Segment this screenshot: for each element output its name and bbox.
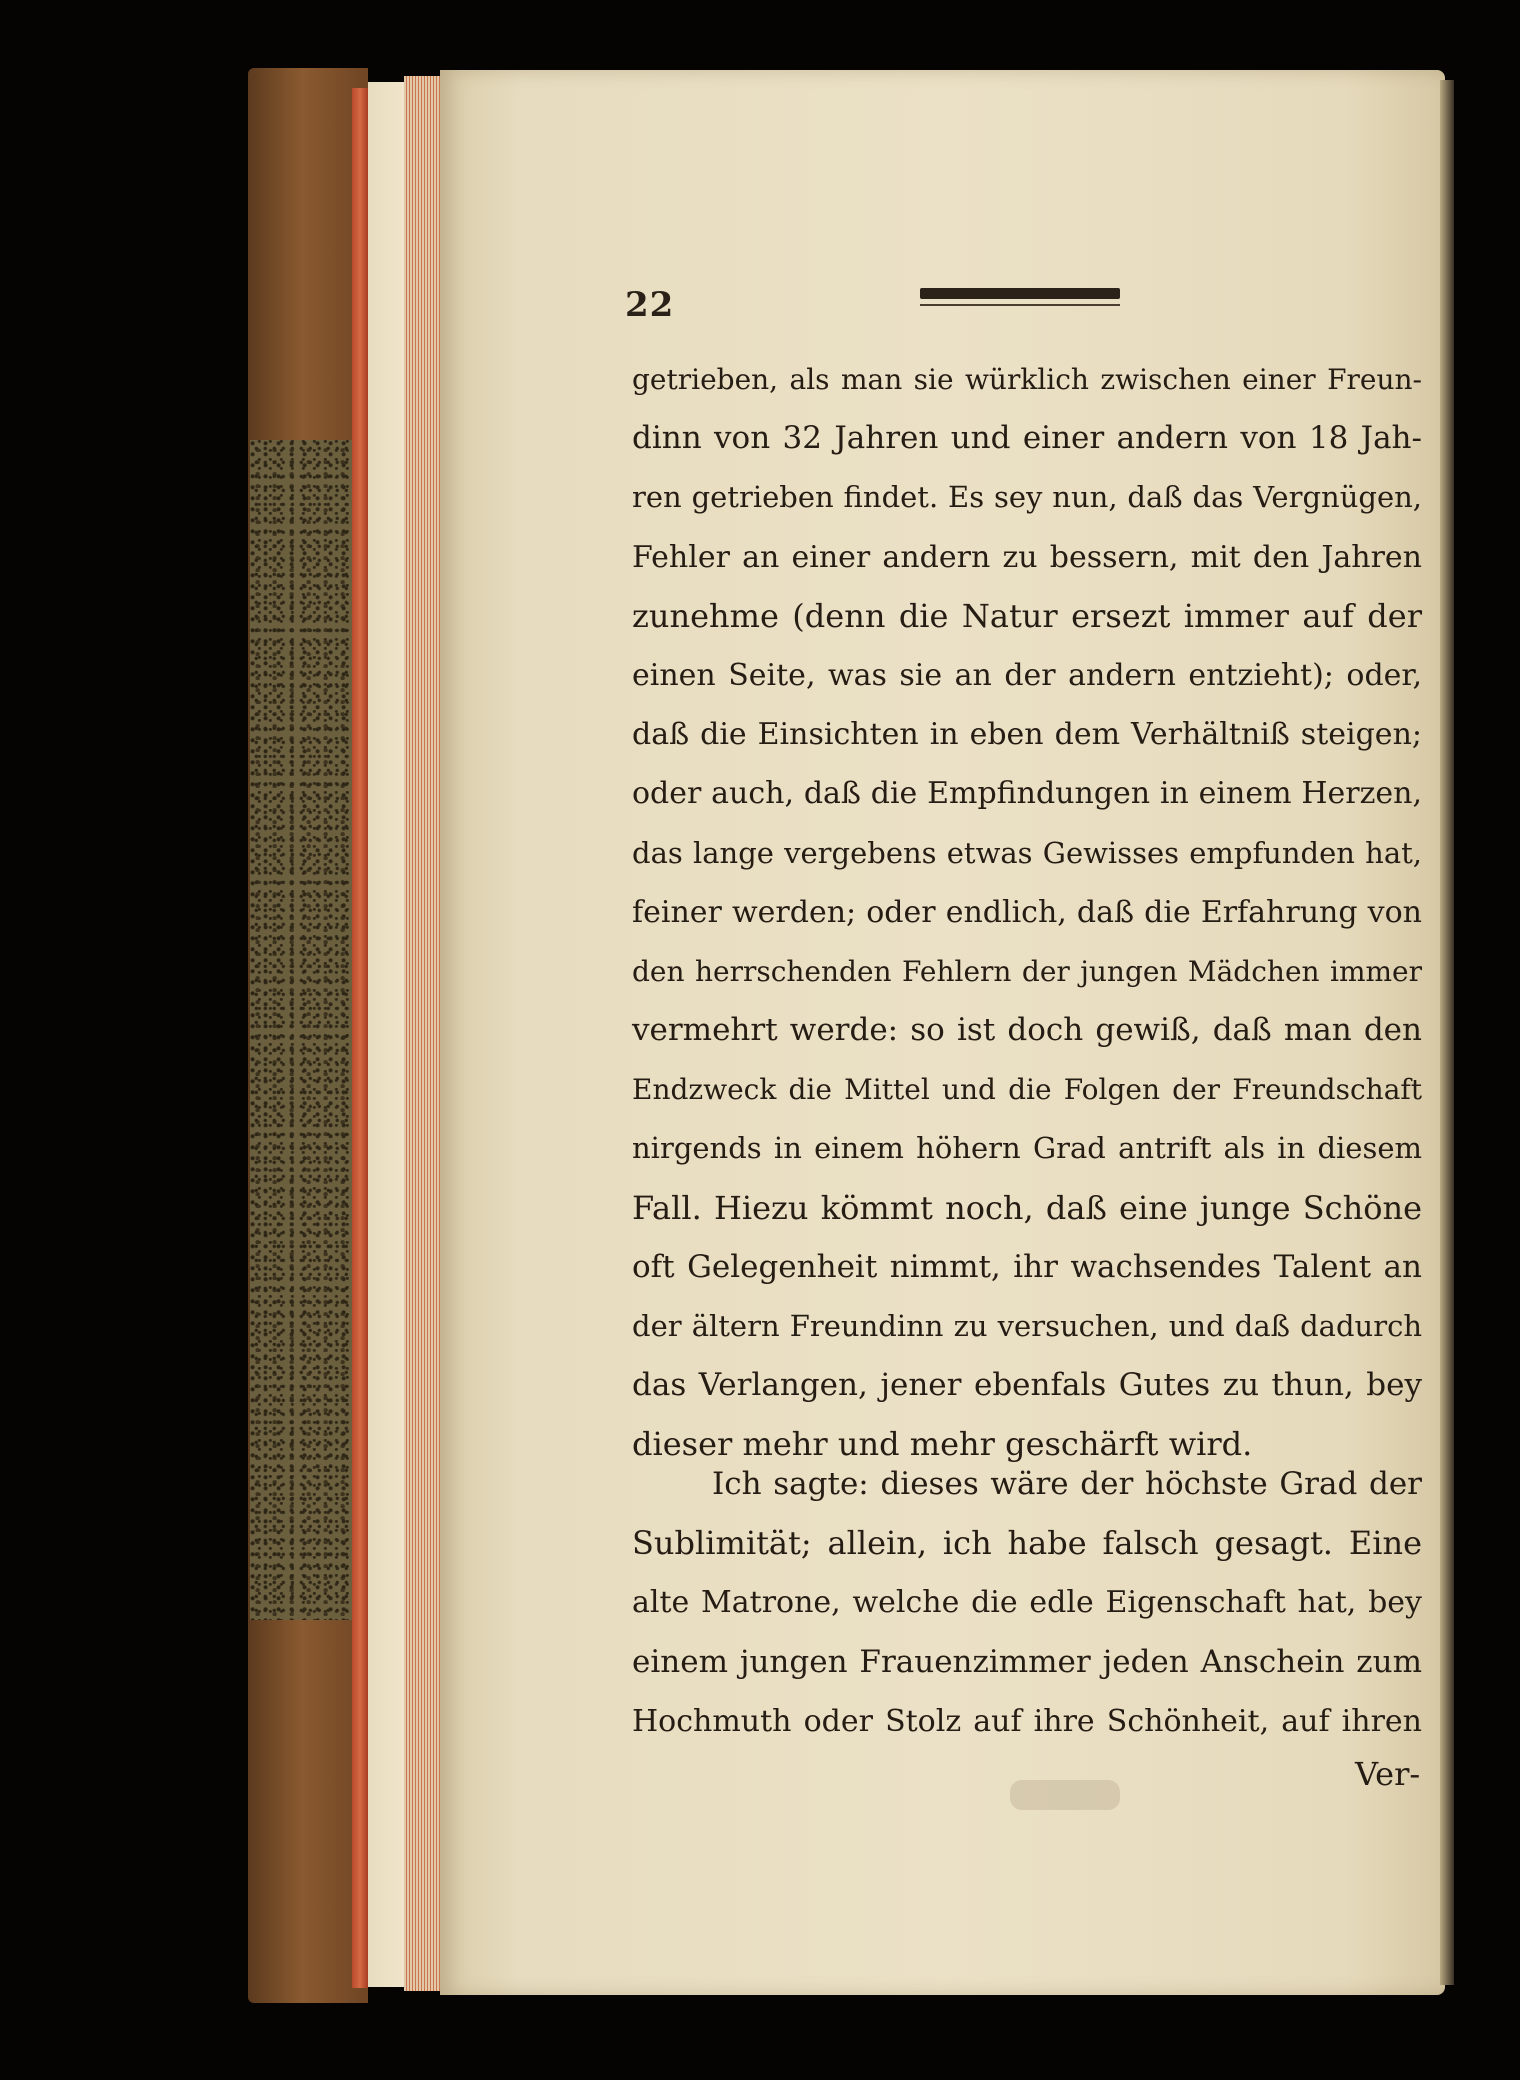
flyleaf — [368, 82, 408, 1987]
text-line: das Verlangen, jener ebenfals Gutes zu thun, bey — [632, 1367, 1422, 1404]
text-line: der ältern Freundinn zu versuchen, und daß dadurch — [632, 1309, 1422, 1343]
page-stack — [404, 76, 440, 1991]
text-line: Fall. Hiezu kömmt noch, daß eine junge Schöne — [632, 1188, 1422, 1227]
text-line: dieser mehr und mehr geschärft wird. — [632, 1425, 1253, 1464]
text-line: daß die Einsichten in eben dem Verhältniß steigen; — [632, 717, 1422, 753]
text-line: einem jungen Frauenzimmer jeden Anschein zum — [632, 1643, 1422, 1680]
text-line: Sublimität; allein, ich habe falsch gesagt. Eine — [632, 1524, 1422, 1563]
show-through-mark — [1010, 1780, 1120, 1810]
text-line: Ich sagte: dieses wäre der höchste Grad der — [712, 1466, 1422, 1502]
header-rule-thin — [920, 304, 1120, 306]
text-line: einen Seite, was sie an der andern entzieht); oder, — [632, 657, 1422, 693]
text-line: feiner werden; oder endlich, daß die Erfahrung von — [632, 894, 1422, 930]
text-line: zunehme (denn die Natur ersezt immer auf der — [632, 596, 1422, 635]
text-line: das lange vergebens etwas Gewisses empfunden hat, — [632, 835, 1422, 870]
marbled-cover-band — [250, 440, 355, 1620]
paragraph-2 — [632, 1455, 1422, 1751]
text-line: oft Gelegenheit nimmt, ihr wachsendes Talent an — [632, 1248, 1422, 1285]
text-line: nirgends in einem höhern Grad antrift als in diesem — [632, 1131, 1422, 1166]
text-line: oder auch, daß die Empfindungen in einem Herzen, — [632, 776, 1422, 812]
red-page-edge — [352, 88, 368, 1988]
text-line: alte Matrone, welche die edle Eigenschaft hat, bey — [632, 1585, 1422, 1621]
header-rule — [920, 288, 1120, 299]
text-line: Endzweck die Mittel und die Folgen der Freundschaft — [632, 1073, 1422, 1107]
text-line: Fehler an einer andern zu bessern, mit den Jahren — [632, 539, 1422, 575]
paragraph-1 — [632, 350, 1422, 1475]
text-line: getrieben, als man sie würklich zwischen einer Freun- — [632, 363, 1422, 396]
text-line: dinn von 32 Jahren und einer andern von 18 Jah- — [632, 420, 1422, 457]
text-line: den herrschenden Fehlern der jungen Mädchen immer — [632, 954, 1422, 988]
catchword: Ver- — [1355, 1755, 1421, 1793]
page-edge-shadow — [1440, 80, 1454, 1985]
text-line: vermehrt werde: so ist doch gewiß, daß man den — [632, 1012, 1422, 1049]
page-number: 22 — [625, 285, 675, 325]
text-line: ren getrieben findet. Es sey nun, daß das Vergnügen, — [632, 480, 1422, 515]
text-line: Hochmuth oder Stolz auf ihre Schönheit, auf ihren — [632, 1703, 1422, 1739]
